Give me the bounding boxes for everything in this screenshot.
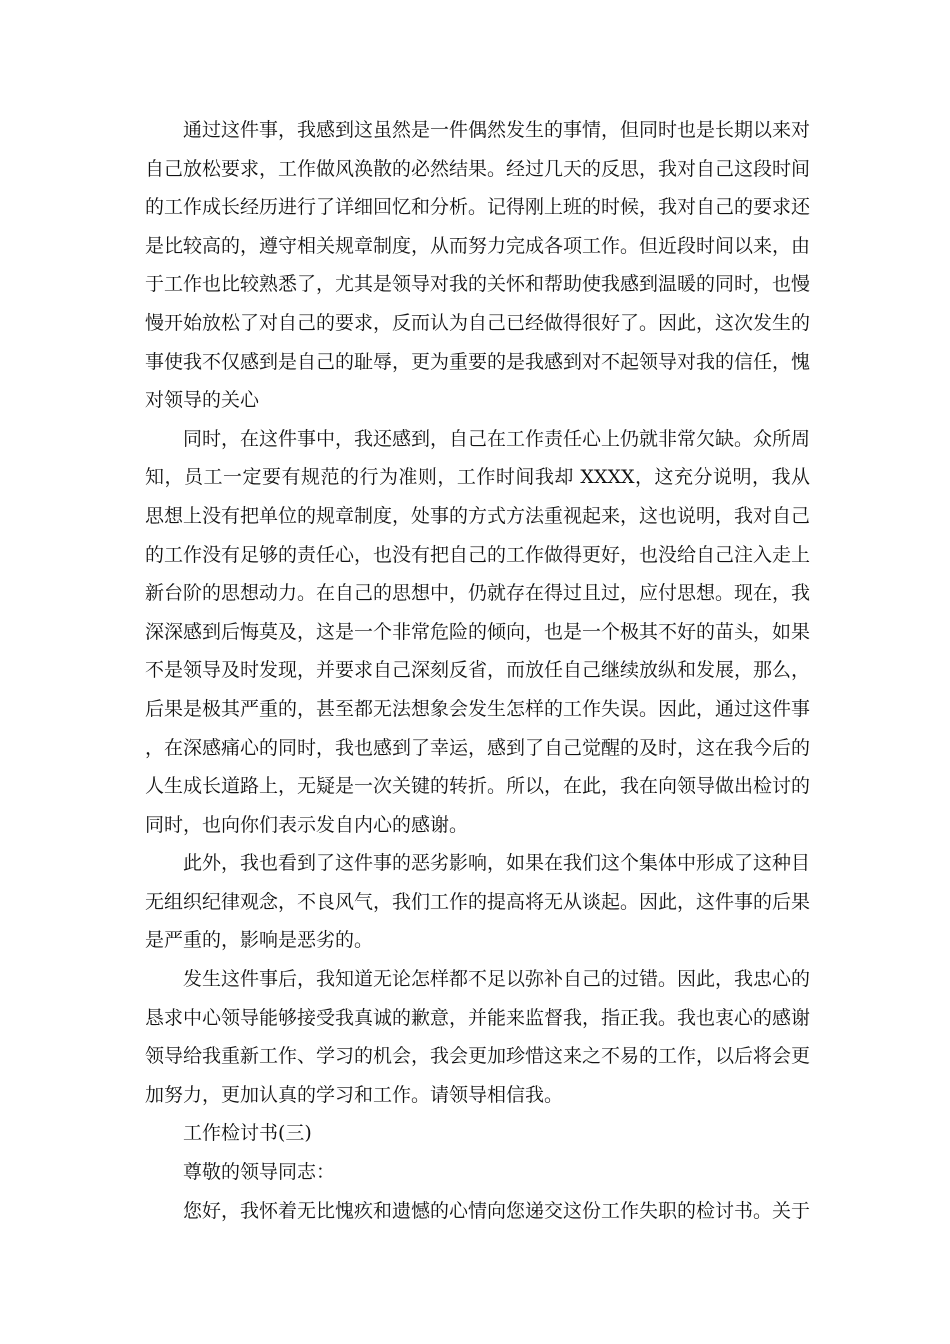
- paragraph-reflection: 通过这件事，我感到这虽然是一件偶然发生的事情，但同时也是长期以来对自己放松要求，工作做风涣散的必然结果。经过几天的反思，我对自己这段时间的工作成长经历进行了详细回忆和分析。记得刚上班的时候，我对自己的要求还是比较高的，遵守相关规章制度，从而努力完成各项工作。但近段时间以来，由于工作也比较熟悉了，尤其是领导对我的关怀和帮助使我感到温暖的同时，也慢慢开始放松了对自己的要求，反而认为自己已经做得很好了。因此，这次发生的事使我不仅感到是自己的耻辱，更为重要的是我感到对不起领导对我的信任，愧对领导的关心: [145, 119, 811, 412]
- paragraph-responsibility: 同时，在这件事中，我还感到，自己在工作责任心上仍就非常欠缺。众所周知，员工一定要有规范的行为准则，工作时间我却 XXXX，这充分说明，我从思想上没有把单位的规章制度，处事的方式方法重视起来，这也说明，我对自己的工作没有足够的责任心，也没有把自己的工作做得更好，也没给自己注入走上新台阶的思想动力。在自己的思想中，仍就存在得过且过，应付思想。现在，我深深感到后悔莫及，这是一个非常危险的倾向，也是一个极其不好的苗头，如果不是领导及时发现，并要求自己深刻反省，而放任自己继续放纵和发展，那么，后果是极其严重的，甚至都无法想象会发生怎样的工作失误。因此，通过这件事，在深感痛心的同时，我也感到了幸运，感到了自己觉醒的及时，这在我今后的人生成长道路上，无疑是一次关键的转折。所以，在此，我在向领导做出检讨的同时，也向你们表示发自内心的感谢。: [145, 427, 811, 836]
- salutation: 尊敬的领导同志：: [183, 1161, 336, 1184]
- paragraph-opening: 您好，我怀着无比愧疚和遗憾的心情向您递交这份工作失职的检讨书。关于: [183, 1199, 811, 1222]
- section-title: 工作检讨书(三): [183, 1122, 312, 1145]
- paragraph-apology: 发生这件事后，我知道无论怎样都不足以弥补自己的过错。因此，我忠心的恳求中心领导能够接受我真诚的歉意，并能来监督我，指正我。我也衷心的感谢领导给我重新工作、学习的机会，我会更加珍惜这来之不易的工作，以后将会更加努力，更加认真的学习和工作。请领导相信我。: [145, 968, 811, 1106]
- paragraph-impact: 此外，我也看到了这件事的恶劣影响，如果在我们这个集体中形成了这种目无组织纪律观念，不良风气，我们工作的提高将无从谈起。因此，这件事的后果是严重的，影响是恶劣的。: [145, 852, 811, 952]
- document-body: [145, 111, 810, 1230]
